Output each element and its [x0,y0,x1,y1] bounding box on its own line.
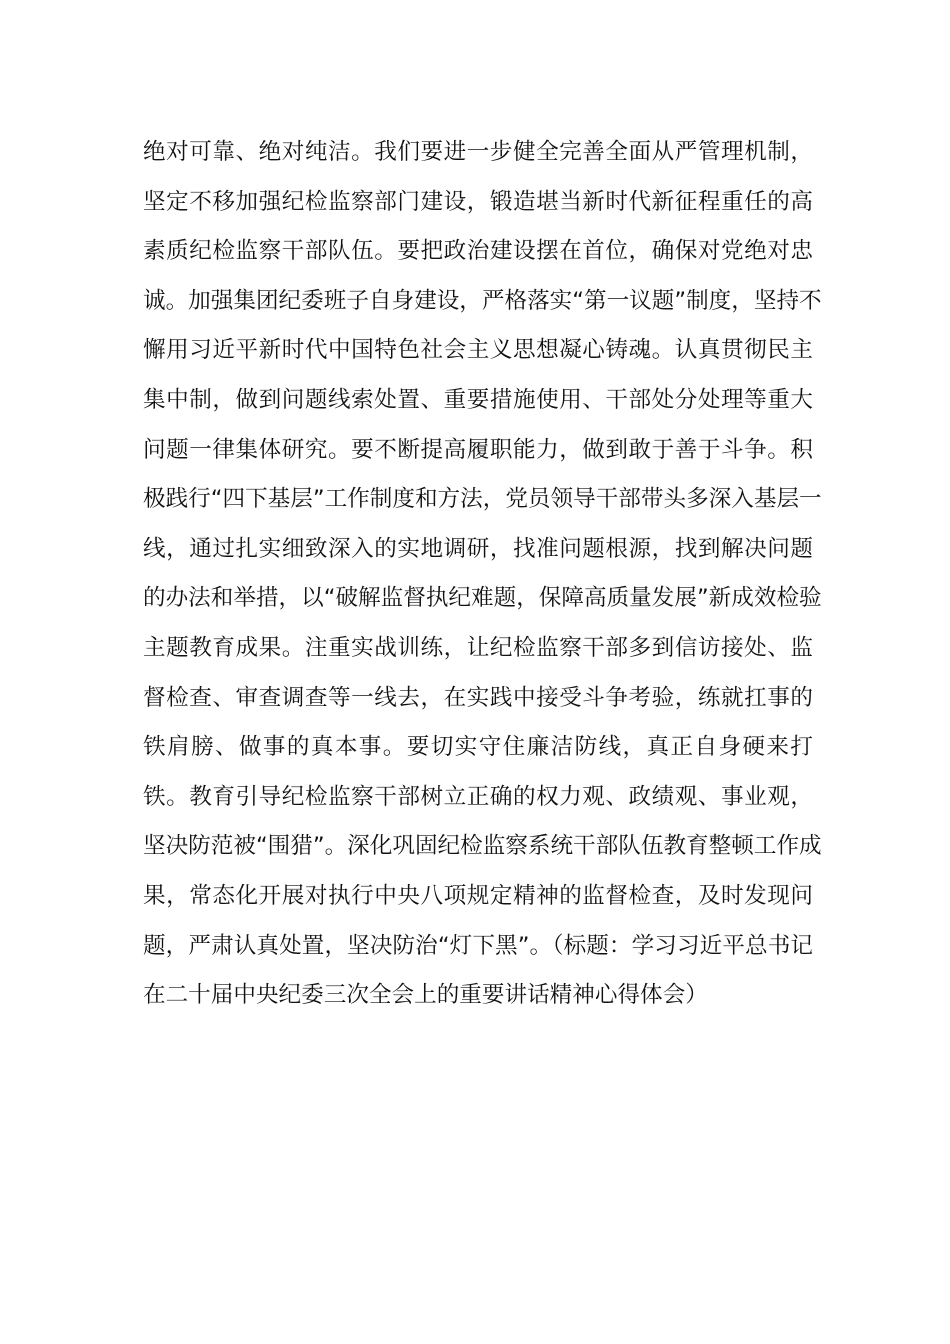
text-line: 坚定不移加强纪检监察部门建设，锻造堪当新时代新征程重任的高 [143,188,813,215]
text-line: 问题一律集体研究。要不断提高履职能力，做到敢于善于斗争。积 [143,436,813,463]
text-line: 果，常态化开展对执行中央八项规定精神的监督检查，及时发现问 [143,882,813,909]
body-paragraph [143,128,822,1021]
text-line: 铁。教育引导纪检监察干部树立正确的权力观、政绩观、事业观， [143,783,813,810]
text-line: 的办法和举措，以“破解监督执纪难题，保障高质量发展”新成效检验 [143,585,822,612]
text-line: 坚决防范被“围猎”。深化巩固纪检监察系统干部队伍教育整顿工作成 [143,833,822,860]
text-line: 集中制，做到问题线索处置、重要措施使用、干部处分处理等重大 [143,386,813,413]
text-line: 懈用习近平新时代中国特色社会主义思想凝心铸魂。认真贯彻民主 [143,337,813,364]
text-line: 题，严肃认真处置，坚决防治“灯下黑”。（标题：学习习近平总书记 [143,932,813,959]
text-line: 极践行“四下基层”工作制度和方法，党员领导干部带头多深入基层一 [143,486,822,513]
text-line: 督检查、审查调查等一线去，在实践中接受斗争考验，练就扛事的 [143,684,813,711]
text-line: 主题教育成果。注重实战训练，让纪检监察干部多到信访接处、监 [143,634,813,661]
text-line: 铁肩膀、做事的真本事。要切实守住廉洁防线，真正自身硬来打 [143,734,813,761]
text-line: 线，通过扎实细致深入的实地调研，找准问题根源，找到解决问题 [143,535,813,562]
text-line: 诚。加强集团纪委班子自身建设，严格落实“第一议题”制度，坚持不 [143,287,822,314]
text-line-last: 在二十届中央纪委三次全会上的重要讲话精神心得体会） [143,982,708,1009]
text-line: 绝对可靠、绝对纯洁。我们要进一步健全完善全面从严管理机制， [143,139,813,165]
text-line: 素质纪检监察干部队伍。要把政治建设摆在首位，确保对党绝对忠 [143,238,813,265]
